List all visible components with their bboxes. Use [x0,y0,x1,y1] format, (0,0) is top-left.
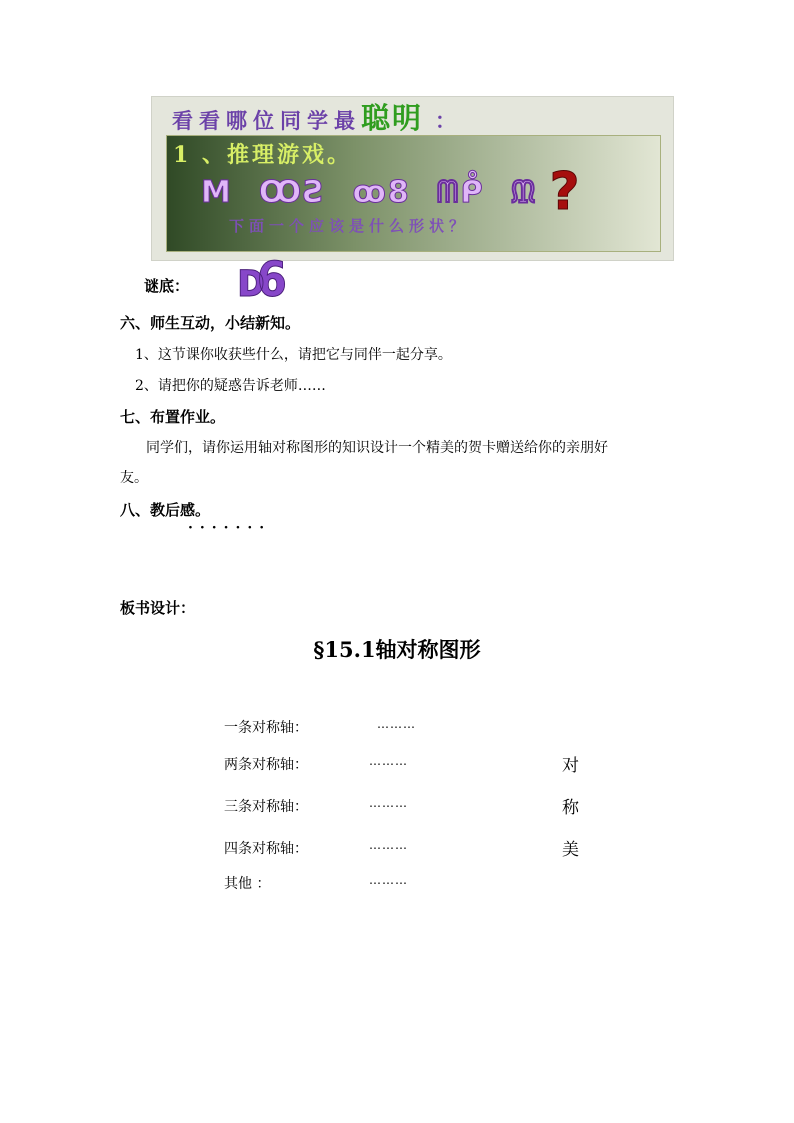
symbol-2: ꝎƧ [258,174,327,210]
board-row-3-dots: ……… [369,796,408,810]
question-mark-icon: ? [549,162,582,222]
board-title: §15.1轴对称图形 [313,637,481,662]
section7-line-1: 同学们，请你运用轴对称图形的知识设计一个精美的贺卡赠送给你的亲朋好 [146,440,608,456]
section7-heading: 七、布置作业。 [120,408,226,426]
board-row-1-dots: ……… [377,717,416,731]
board-row-3-label: 三条对称轴： [224,799,308,815]
board-side-char-2: 称 [562,798,579,818]
symbol-3: ꝏ8 [352,174,411,210]
board-row-2-label: 两条对称轴： [224,757,308,773]
symbol-4: ᗰᑬ [436,174,485,210]
board-side-char-3: 美 [562,840,579,860]
puzzle-panel [166,135,661,252]
board-label: 板书设计： [120,599,196,617]
section6-item-2: 2、请把你的疑惑告诉老师…… [135,378,326,394]
section8-heading: 八、教后感。 [120,501,211,519]
symbol-1: M [201,174,233,210]
riddle-answer-glyph: ᴅ6 [236,252,278,308]
board-row-5-dots: ……… [369,873,408,887]
symbol-sequence [201,162,582,222]
banner-title-colon: ： [435,109,463,133]
puzzle-question: 下面一个应该是什么形状？ [229,217,470,235]
riddle-banner-image [151,96,674,261]
board-side-char-1: 对 [562,756,579,776]
section7-line-2: 友。 [120,470,148,486]
board-row-4-label: 四条对称轴： [224,841,308,857]
section6-heading: 六、师生互动，小结新知。 [120,314,301,332]
symbol-5: ᙢ [510,174,538,210]
section6-item-1: 1、这节课你收获些什么，请把它与同伴一起分享。 [135,347,452,363]
banner-title-prefix: 看看哪位同学最 [172,109,361,133]
board-row-2-dots: ……… [369,754,408,768]
riddle-answer-label: 谜底： [144,277,190,295]
board-row-5-label: 其他 ： [224,876,271,892]
banner-title-highlight: 聪明 [361,101,424,135]
puzzle-heading: 1 、推理游戏。 [173,142,352,168]
board-row-1-label: 一条对称轴： [224,720,308,736]
section8-dots: ······· [188,520,272,536]
board-row-4-dots: ……… [369,838,408,852]
banner-title [172,103,462,133]
